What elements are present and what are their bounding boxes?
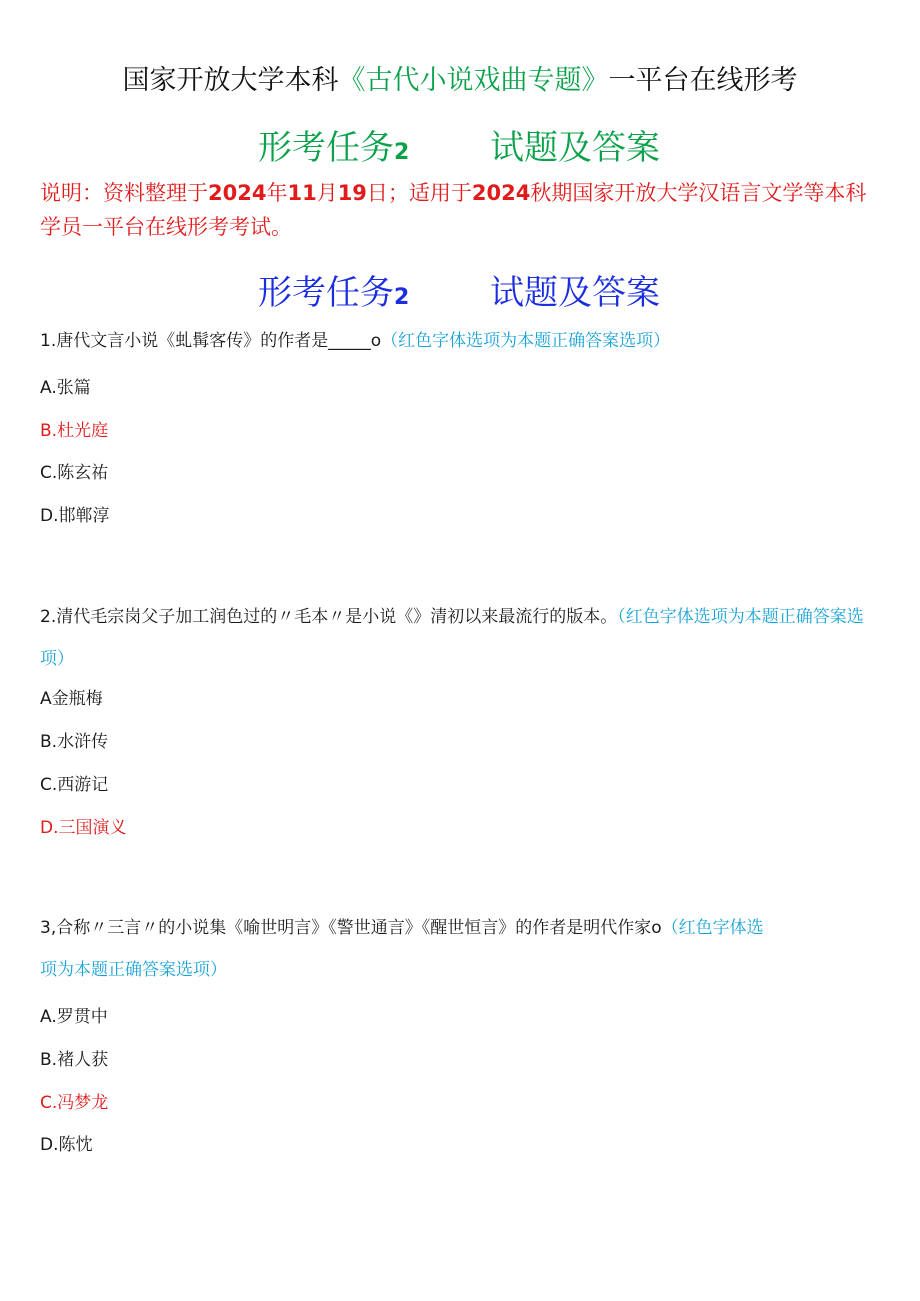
task-heading-green-right: 试题及答案 [490, 128, 660, 168]
question-3-option-d: D.陈忱 [40, 1135, 93, 1155]
note-text-3: 月 [316, 181, 338, 205]
question-2-stem [40, 596, 870, 680]
note-text-4: 日；适用于 [366, 181, 472, 205]
task-heading-green-left [258, 120, 409, 169]
course-name: 《古代小说戏曲专题》 [338, 65, 609, 96]
note-text-1: 说明：资料整理于 [40, 181, 208, 205]
question-1-hint: （红色字体选项为本题正确答案选项） [381, 331, 671, 351]
question-2-text: 2.清代毛宗岗父子加工润色过的〃毛本〃是小说《》清初以来最流行的版本。 [40, 607, 618, 627]
note-text-2: 年 [266, 181, 288, 205]
question-3-stem [40, 907, 780, 991]
task-heading-blue [0, 265, 920, 313]
note-day: 19 [337, 181, 367, 205]
question-3-text: 3,合称〃三言〃的小说集《喻世明言》《警世通言》《醒世恒言》的作者是明代作家o [40, 918, 662, 938]
document-title [0, 58, 920, 97]
question-2-option-c: C.西游记 [40, 775, 109, 795]
task-heading-blue-left [258, 265, 409, 314]
question-2-option-a: A金瓶梅 [40, 689, 103, 709]
note-month: 11 [287, 181, 317, 205]
note-text-5: 秋期国家开放大学汉语言文学等本科学员一平台在线形考考试。 [40, 181, 867, 239]
task-heading-blue-right: 试题及答案 [490, 273, 660, 313]
question-3-option-c: C.冯梦龙 [40, 1093, 109, 1113]
task-heading-blue-label: 形考任务 [258, 273, 394, 313]
question-3-hint: （红色字体选项为本题正确答案选项） [40, 918, 764, 980]
question-2-option-b: B.水浒传 [40, 732, 109, 752]
question-1-stem [40, 320, 870, 362]
document-note [40, 176, 880, 244]
task-heading-green-num: 2 [394, 140, 410, 165]
question-1-text: 1.唐代文言小说《虬髯客传》的作者是_____o [40, 331, 382, 351]
task-heading-green [0, 120, 920, 168]
question-1-option-d: D.邯郸淳 [40, 506, 110, 526]
question-2-option-d: D.三国演义 [40, 818, 127, 838]
question-2-hint: （红色字体选项为本题正确答案选项） [40, 607, 864, 669]
question-3-option-a: A.罗贯中 [40, 1007, 108, 1027]
task-heading-green-label: 形考任务 [258, 128, 394, 168]
title-suffix: 一平台在线形考 [608, 65, 798, 96]
question-1-option-c: C.陈玄祐 [40, 463, 109, 483]
question-1-option-a: A.张篇 [40, 378, 91, 398]
note-year-2: 2024 [471, 181, 531, 205]
title-prefix: 国家开放大学本科 [122, 65, 339, 96]
note-year: 2024 [208, 181, 267, 205]
task-heading-blue-num: 2 [394, 285, 410, 310]
question-3-option-b: B.褚人获 [40, 1050, 109, 1070]
question-1-option-b: B.杜光庭 [40, 421, 109, 441]
